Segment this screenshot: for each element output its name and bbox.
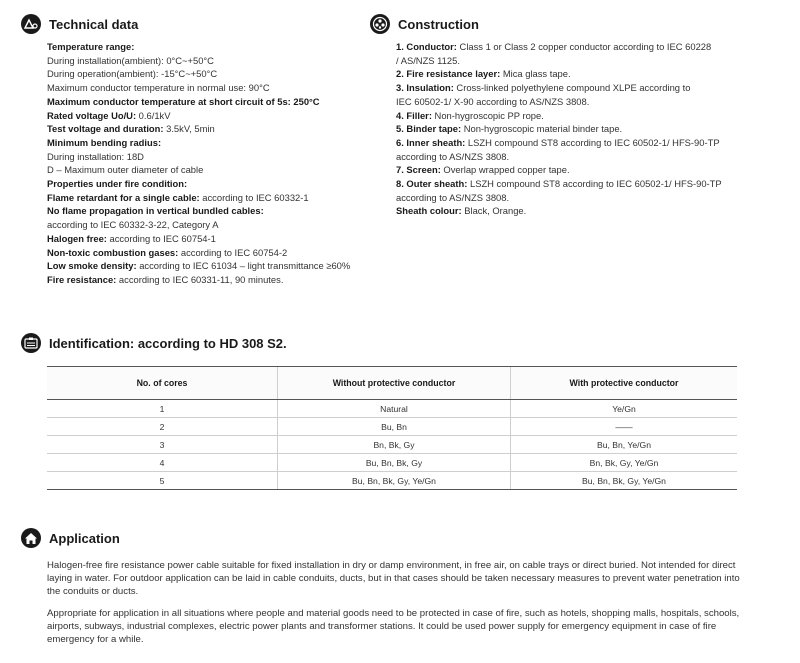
spec-label: 8. Outer sheath:	[396, 178, 468, 190]
spec-label: Halogen free:	[47, 232, 107, 244]
spec-line	[396, 67, 722, 81]
cable-cross-section-icon	[370, 14, 390, 34]
spec-value: Class 1 or Class 2 copper conductor according to IEC 60228	[456, 41, 712, 52]
spec-line	[47, 204, 350, 218]
spec-value: Black, Orange.	[461, 205, 527, 217]
spec-line	[47, 163, 350, 177]
spec-line	[47, 54, 350, 68]
cell-with-pe: Ye/Gn	[511, 400, 738, 418]
spec-value: 3.5kV, 5min	[163, 123, 215, 135]
identification-header	[21, 333, 287, 353]
spec-label: Low smoke density:	[47, 260, 137, 272]
cell-cores: 4	[47, 454, 278, 472]
spec-line	[396, 122, 722, 136]
spec-line	[47, 122, 350, 136]
spec-value: 0.6/1kV	[136, 109, 171, 121]
identification-table	[47, 366, 737, 490]
application-header	[21, 528, 120, 548]
cell-without-pe: Bu, Bn	[278, 418, 511, 436]
spec-label: Non-toxic combustion gases:	[47, 246, 179, 258]
spec-label: Flame retardant for a single cable:	[47, 191, 200, 203]
construction-title: Construction	[398, 16, 479, 32]
spec-line	[47, 95, 350, 109]
technical-data-title: Technical data	[49, 16, 139, 32]
cell-cores: 2	[47, 418, 278, 436]
spec-label: Test voltage and duration:	[47, 123, 164, 135]
spec-line	[47, 259, 350, 273]
cell-with-pe: Bu, Bn, Bk, Gy, Ye/Gn	[511, 472, 738, 490]
spec-line	[47, 273, 350, 287]
spec-value: Non-hygroscopic PP rope.	[431, 109, 544, 121]
spec-line	[47, 177, 350, 191]
cell-with-pe: ——	[511, 418, 738, 436]
spec-label: Sheath colour:	[396, 205, 462, 217]
spec-label: No flame propagation in vertical bundled cables:	[47, 205, 264, 217]
technical-data-list	[47, 40, 350, 287]
technical-data-header	[21, 14, 138, 34]
application-paragraph-2: Appropriate for application in all situations where people and material goods need to be protected in case of fire, such as hotels, shopping malls, hospitals, schools, airports, subways, industrial complexes, electric power plants and transformer stations. It could be used power supply for emergency equipment in case of fire emergency for a while.	[47, 608, 740, 645]
spec-line	[396, 95, 722, 109]
spec-value: according to AS/NZS 3808.	[396, 150, 510, 162]
spec-label: 3. Insulation:	[396, 82, 454, 94]
id-card-icon	[21, 333, 41, 353]
spec-value: Mica glass tape.	[500, 68, 571, 80]
spec-value: IEC 60502-1/ X-90 according to AS/NZS 3808.	[396, 95, 590, 107]
spec-value: according to IEC 60332-3-22, Category A	[47, 219, 219, 231]
spec-line	[396, 177, 722, 191]
table-row	[47, 472, 737, 490]
table-row	[47, 436, 737, 454]
spec-value: according to IEC 60331-11, 90 minutes.	[116, 273, 284, 285]
spec-value: Overlap wrapped copper tape.	[440, 164, 570, 176]
cell-cores: 3	[47, 436, 278, 454]
table-row	[47, 454, 737, 472]
home-icon	[21, 528, 41, 548]
spec-line	[396, 136, 722, 150]
spec-value: During operation(ambient): -15°C~+50°C	[47, 68, 218, 80]
spec-label: 4. Filler:	[396, 109, 432, 121]
spec-line	[47, 109, 350, 123]
cell-without-pe: Bn, Bk, Gy	[278, 436, 511, 454]
application-paragraph-1: Halogen-free fire resistance power cable suitable for fixed installation in dry or damp environment, in free air, on cable trays or direct buried. Not intended for direct laying in water. For outdoor application can be laid in cable conduits, ducts, but in that cases should be taken necessary measures to prevent water penetration into the conduits or ducts.	[47, 560, 740, 597]
spec-line	[47, 191, 350, 205]
spec-value: according to IEC 60754-2	[178, 246, 288, 258]
cell-with-pe: Bn, Bk, Gy, Ye/Gn	[511, 454, 738, 472]
spec-line	[396, 163, 722, 177]
spec-label: Fire resistance:	[47, 273, 117, 285]
spec-line	[396, 109, 722, 123]
spec-label: 1. Conductor:	[396, 41, 457, 52]
application-title: Application	[49, 530, 120, 546]
spec-line	[47, 67, 350, 81]
spec-line	[47, 40, 350, 54]
spec-line	[47, 81, 350, 95]
construction-header	[370, 14, 479, 34]
spec-line	[47, 136, 350, 150]
spec-value: D – Maximum outer diameter of cable	[47, 164, 204, 176]
spec-value: Maximum conductor temperature in normal use: 90°C	[47, 82, 270, 94]
table-header-row	[47, 367, 737, 400]
spec-line	[396, 81, 722, 95]
cell-without-pe: Bu, Bn, Bk, Gy, Ye/Gn	[278, 472, 511, 490]
spec-label: Temperature range:	[47, 41, 135, 52]
construction-list	[396, 40, 722, 218]
header-with-pe: With protective conductor	[511, 367, 738, 400]
spec-label: Properties under fire condition:	[47, 178, 188, 190]
cell-cores: 5	[47, 472, 278, 490]
spec-value: During installation(ambient): 0°C~+50°C	[47, 54, 214, 66]
table-row	[47, 400, 737, 418]
spec-label: 2. Fire resistance layer:	[396, 68, 501, 80]
electrical-symbol-icon	[21, 14, 41, 34]
header-cores: No. of cores	[47, 367, 278, 400]
spec-label: Maximum conductor temperature at short circuit of 5s: 250°C	[47, 95, 320, 107]
spec-line	[396, 204, 722, 218]
spec-value: according to IEC 60332-1	[199, 191, 309, 203]
spec-line	[396, 191, 722, 205]
spec-label: Rated voltage Uo/U:	[47, 109, 137, 121]
spec-line	[47, 232, 350, 246]
table-row	[47, 418, 737, 436]
spec-line	[396, 40, 722, 54]
spec-label: 7. Screen:	[396, 164, 441, 176]
spec-value: according to IEC 61034 – light transmittance ≥60%	[136, 260, 351, 272]
identification-title: Identification: according to HD 308 S2.	[49, 335, 287, 351]
spec-value: LSZH compound ST8 according to IEC 60502-1/ HFS-90-TP	[465, 136, 720, 148]
cell-without-pe: Bu, Bn, Bk, Gy	[278, 454, 511, 472]
spec-line	[396, 150, 722, 164]
spec-line	[47, 150, 350, 164]
spec-line	[47, 246, 350, 260]
spec-value: according to AS/NZS 3808.	[396, 191, 510, 203]
spec-value: During installation: 18D	[47, 150, 144, 162]
spec-line	[47, 218, 350, 232]
spec-value: LSZH compound ST8 according to IEC 60502-1/ HFS-90-TP	[467, 178, 722, 190]
spec-value: Non-hygroscopic material binder tape.	[461, 123, 623, 135]
spec-value: / AS/NZS 1125.	[396, 54, 460, 66]
cell-without-pe: Natural	[278, 400, 511, 418]
header-without-pe: Without protective conductor	[278, 367, 511, 400]
spec-line	[396, 54, 722, 68]
spec-label: Minimum bending radius:	[47, 136, 162, 148]
spec-label: 5. Binder tape:	[396, 123, 462, 135]
spec-value: according to IEC 60754-1	[106, 232, 216, 244]
cell-with-pe: Bu, Bn, Ye/Gn	[511, 436, 738, 454]
spec-value: Cross-linked polyethylene compound XLPE according to	[453, 82, 691, 94]
cell-cores: 1	[47, 400, 278, 418]
spec-label: 6. Inner sheath:	[396, 136, 466, 148]
